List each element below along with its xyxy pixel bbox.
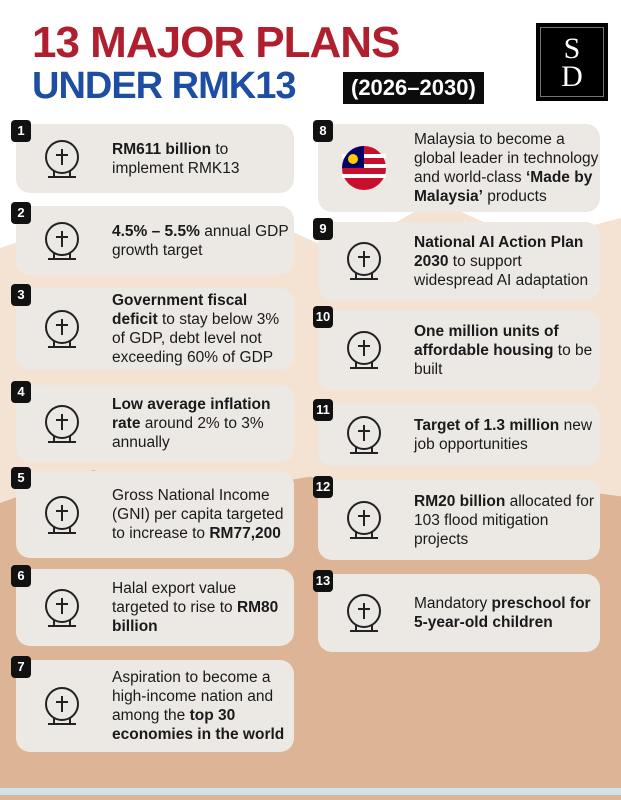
bottom-strip (0, 788, 621, 795)
plan-card-1 (16, 124, 294, 193)
plan-number: 6 (11, 565, 31, 587)
plan-text-part: Mandatory (414, 595, 492, 612)
house-hand-icon (336, 322, 392, 378)
plan-text-part: annual GDP growth target (112, 222, 289, 259)
plan-text-part: to implement RMK13 (112, 140, 240, 177)
plan-card-5 (16, 471, 294, 558)
plan-card-11 (318, 403, 600, 466)
plan-text-part: Gross National Income (GNI) per capita targeted to increase to (112, 487, 284, 542)
plan-text-part: preschool for 5-year-old children (414, 595, 591, 631)
plan-card-10 (315, 309, 600, 390)
money-bag-city-icon (34, 131, 90, 187)
plan-card-3 (16, 288, 294, 370)
plan-number: 1 (11, 120, 31, 142)
plan-text-part: products (482, 188, 547, 205)
plan-text (414, 322, 600, 379)
plan-text-part: to be built (414, 341, 593, 378)
malaysia-flag-icon (336, 140, 392, 196)
plan-text (414, 416, 600, 454)
plan-card-6 (16, 569, 294, 646)
plan-text-part: RM77,200 (209, 525, 281, 542)
plan-text (112, 291, 294, 367)
plan-text-part: RM20 billion (414, 492, 506, 510)
plan-card-8 (318, 124, 600, 212)
plan-text-part: Low average inflation rate (112, 396, 271, 432)
plan-text-part: new job opportunities (414, 416, 593, 453)
plan-number: 7 (11, 656, 31, 678)
flood-house-icon (336, 492, 392, 548)
ai-brain-icon (336, 233, 392, 289)
plan-text (112, 486, 294, 543)
plan-number: 2 (11, 202, 31, 224)
plan-text (112, 579, 294, 636)
plan-number: 11 (313, 399, 333, 421)
plan-number: 8 (313, 120, 333, 142)
plan-text-part: 4.5% – 5.5% (112, 222, 200, 240)
plan-text-part: to support widespread AI adaptation (414, 252, 589, 289)
plan-number: 3 (11, 284, 31, 306)
plan-text (112, 140, 294, 178)
calculator-document-icon (34, 301, 90, 357)
title-line-1: 13 MAJOR PLANS (32, 18, 400, 67)
globe-growth-icon (34, 213, 90, 269)
plan-text-part: ‘Made by Malaysia’ (414, 169, 593, 205)
plan-text (112, 668, 294, 744)
income-growth-icon (34, 487, 90, 543)
plan-text (414, 492, 600, 549)
plan-text (414, 233, 600, 290)
plan-text-part: Malaysia to become a global leader in technology and world-class (414, 131, 599, 186)
gear-globe-icon (34, 678, 90, 734)
plan-text-part: One million units of affordable housing (414, 322, 559, 359)
years-badge: (2026–2030) (343, 72, 484, 104)
plan-card-12 (315, 479, 600, 560)
plan-text-part: National AI Action Plan 2030 (414, 233, 584, 270)
plan-card-7 (16, 660, 294, 752)
plan-number: 9 (313, 218, 333, 240)
plan-card-9 (318, 222, 600, 300)
title-line-2: UNDER RMK13 (32, 65, 296, 107)
plan-text (112, 395, 294, 452)
plan-card-13 (315, 573, 600, 652)
plan-number: 4 (11, 381, 31, 403)
plan-card-4 (16, 385, 294, 462)
plan-text-part: RM80 billion (112, 599, 279, 635)
plan-card-2 (16, 206, 294, 275)
shopping-cart-coins-icon (34, 396, 90, 452)
school-icon (336, 585, 392, 641)
plan-text-part: Government fiscal deficit (112, 292, 248, 328)
plan-number: 10 (313, 306, 333, 328)
sd-logo: S D (536, 23, 608, 101)
plan-number: 12 (313, 476, 333, 498)
plan-number: 5 (11, 467, 31, 489)
plan-text (414, 594, 600, 632)
plan-text-part: RM611 billion (112, 140, 212, 158)
plan-text (112, 222, 294, 260)
plan-text-part: Halal export value targeted to rise to (112, 580, 237, 616)
plan-text-part: Target of 1.3 million (414, 416, 560, 434)
plan-text-part: top 30 economies in the world (112, 707, 285, 743)
plan-text-part: around 2% to 3% annually (112, 415, 264, 451)
plan-text-part: Aspiration to become a high-income nation and among the (112, 669, 274, 724)
plan-text-part: allocated for 103 flood mitigation projects (414, 492, 595, 548)
plan-text (414, 130, 600, 206)
job-search-icon (336, 407, 392, 463)
export-globe-icon (34, 580, 90, 636)
plan-text-part: to stay below 3% of GDP, debt level not exceeding 60% of GDP (112, 311, 280, 366)
plan-number: 13 (313, 570, 333, 592)
